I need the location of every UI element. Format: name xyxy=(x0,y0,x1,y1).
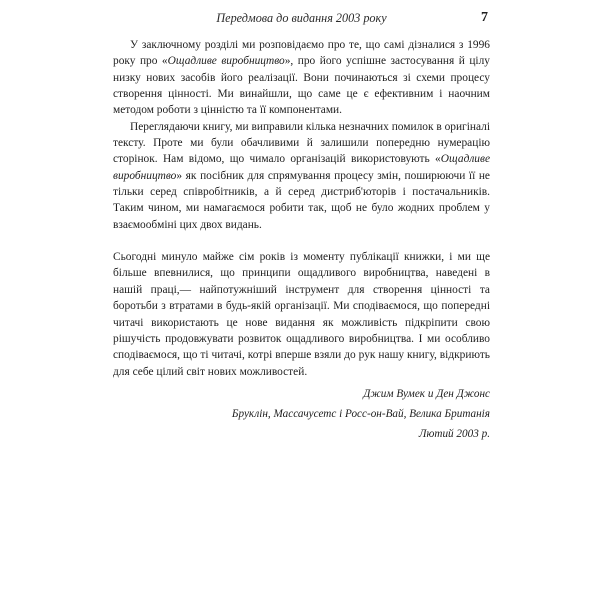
paragraph-revision xyxy=(113,119,490,233)
paragraph-conclusion-chapter xyxy=(113,37,490,119)
book-title-emphasis: Ощадливе виробництво xyxy=(113,153,490,182)
paragraph-text: » як посібник для спрямування процесу змін, поширюючи її не тільки серед співробітників, а й серед дистриб'юторів і постачальників. Таким чином, ми намагаємося робити так, щоб не було жодних проблем у взаємообміні цих двох видань. xyxy=(113,169,490,231)
body-text xyxy=(113,37,490,380)
paragraph-text: Сьогодні минуло майже сім років із моменту публікації книжки, і ми ще більше впевнилися, що принципи ощадливого виробництва, наведені в нашій праці,— найпотужніший інструмент для створення цінності та боротьби з втратами в будь-якій організації. Ми сподіваємося, що попередні читачі використають це нове видання як можливість підкріпити свою рішучість продовжувати розвиток ощадливого виробництва. І ми особливо сподіваємося, що ті читачі, котрі вперше взяли до рук нашу книгу, відкриють для себе цілий світ нових можливостей. xyxy=(113,251,490,378)
signature-location: Бруклін, Массачусетс і Росс-он-Вай, Велика Британія xyxy=(231,408,490,420)
signature-date: Лютий 2003 р. xyxy=(418,428,490,440)
running-title: Передмова до видання 2003 року xyxy=(216,11,387,25)
paragraph-text: Переглядаючи книгу, ми виправили кілька незначних помилок в оригіналі тексту. Проте ми були обачливими й залишили попередню нумерацію сторінок. Нам відомо, що чимало організацій використовують « xyxy=(113,120,490,166)
running-header xyxy=(113,9,490,27)
signature-authors: Джим Вумек и Ден Джонс xyxy=(363,388,490,400)
book-title-emphasis: Ощадливе виробництво xyxy=(167,55,285,68)
page-number: 7 xyxy=(481,10,488,25)
signature-block xyxy=(113,384,490,444)
paragraph-closing xyxy=(113,249,490,380)
paragraph-text: », про його успішне застосування й цілу низку нових засобів його реалізації. Вони починаються зі схеми процесу створення цінності. Ми винайшли, що саме це є ефективним і наочним методом роботи з цінністю та її компонентами. xyxy=(113,55,490,117)
paragraph-text: У заключному розділі ми розповідаємо про те, що самі дізналися з 1996 року про « xyxy=(113,39,490,68)
